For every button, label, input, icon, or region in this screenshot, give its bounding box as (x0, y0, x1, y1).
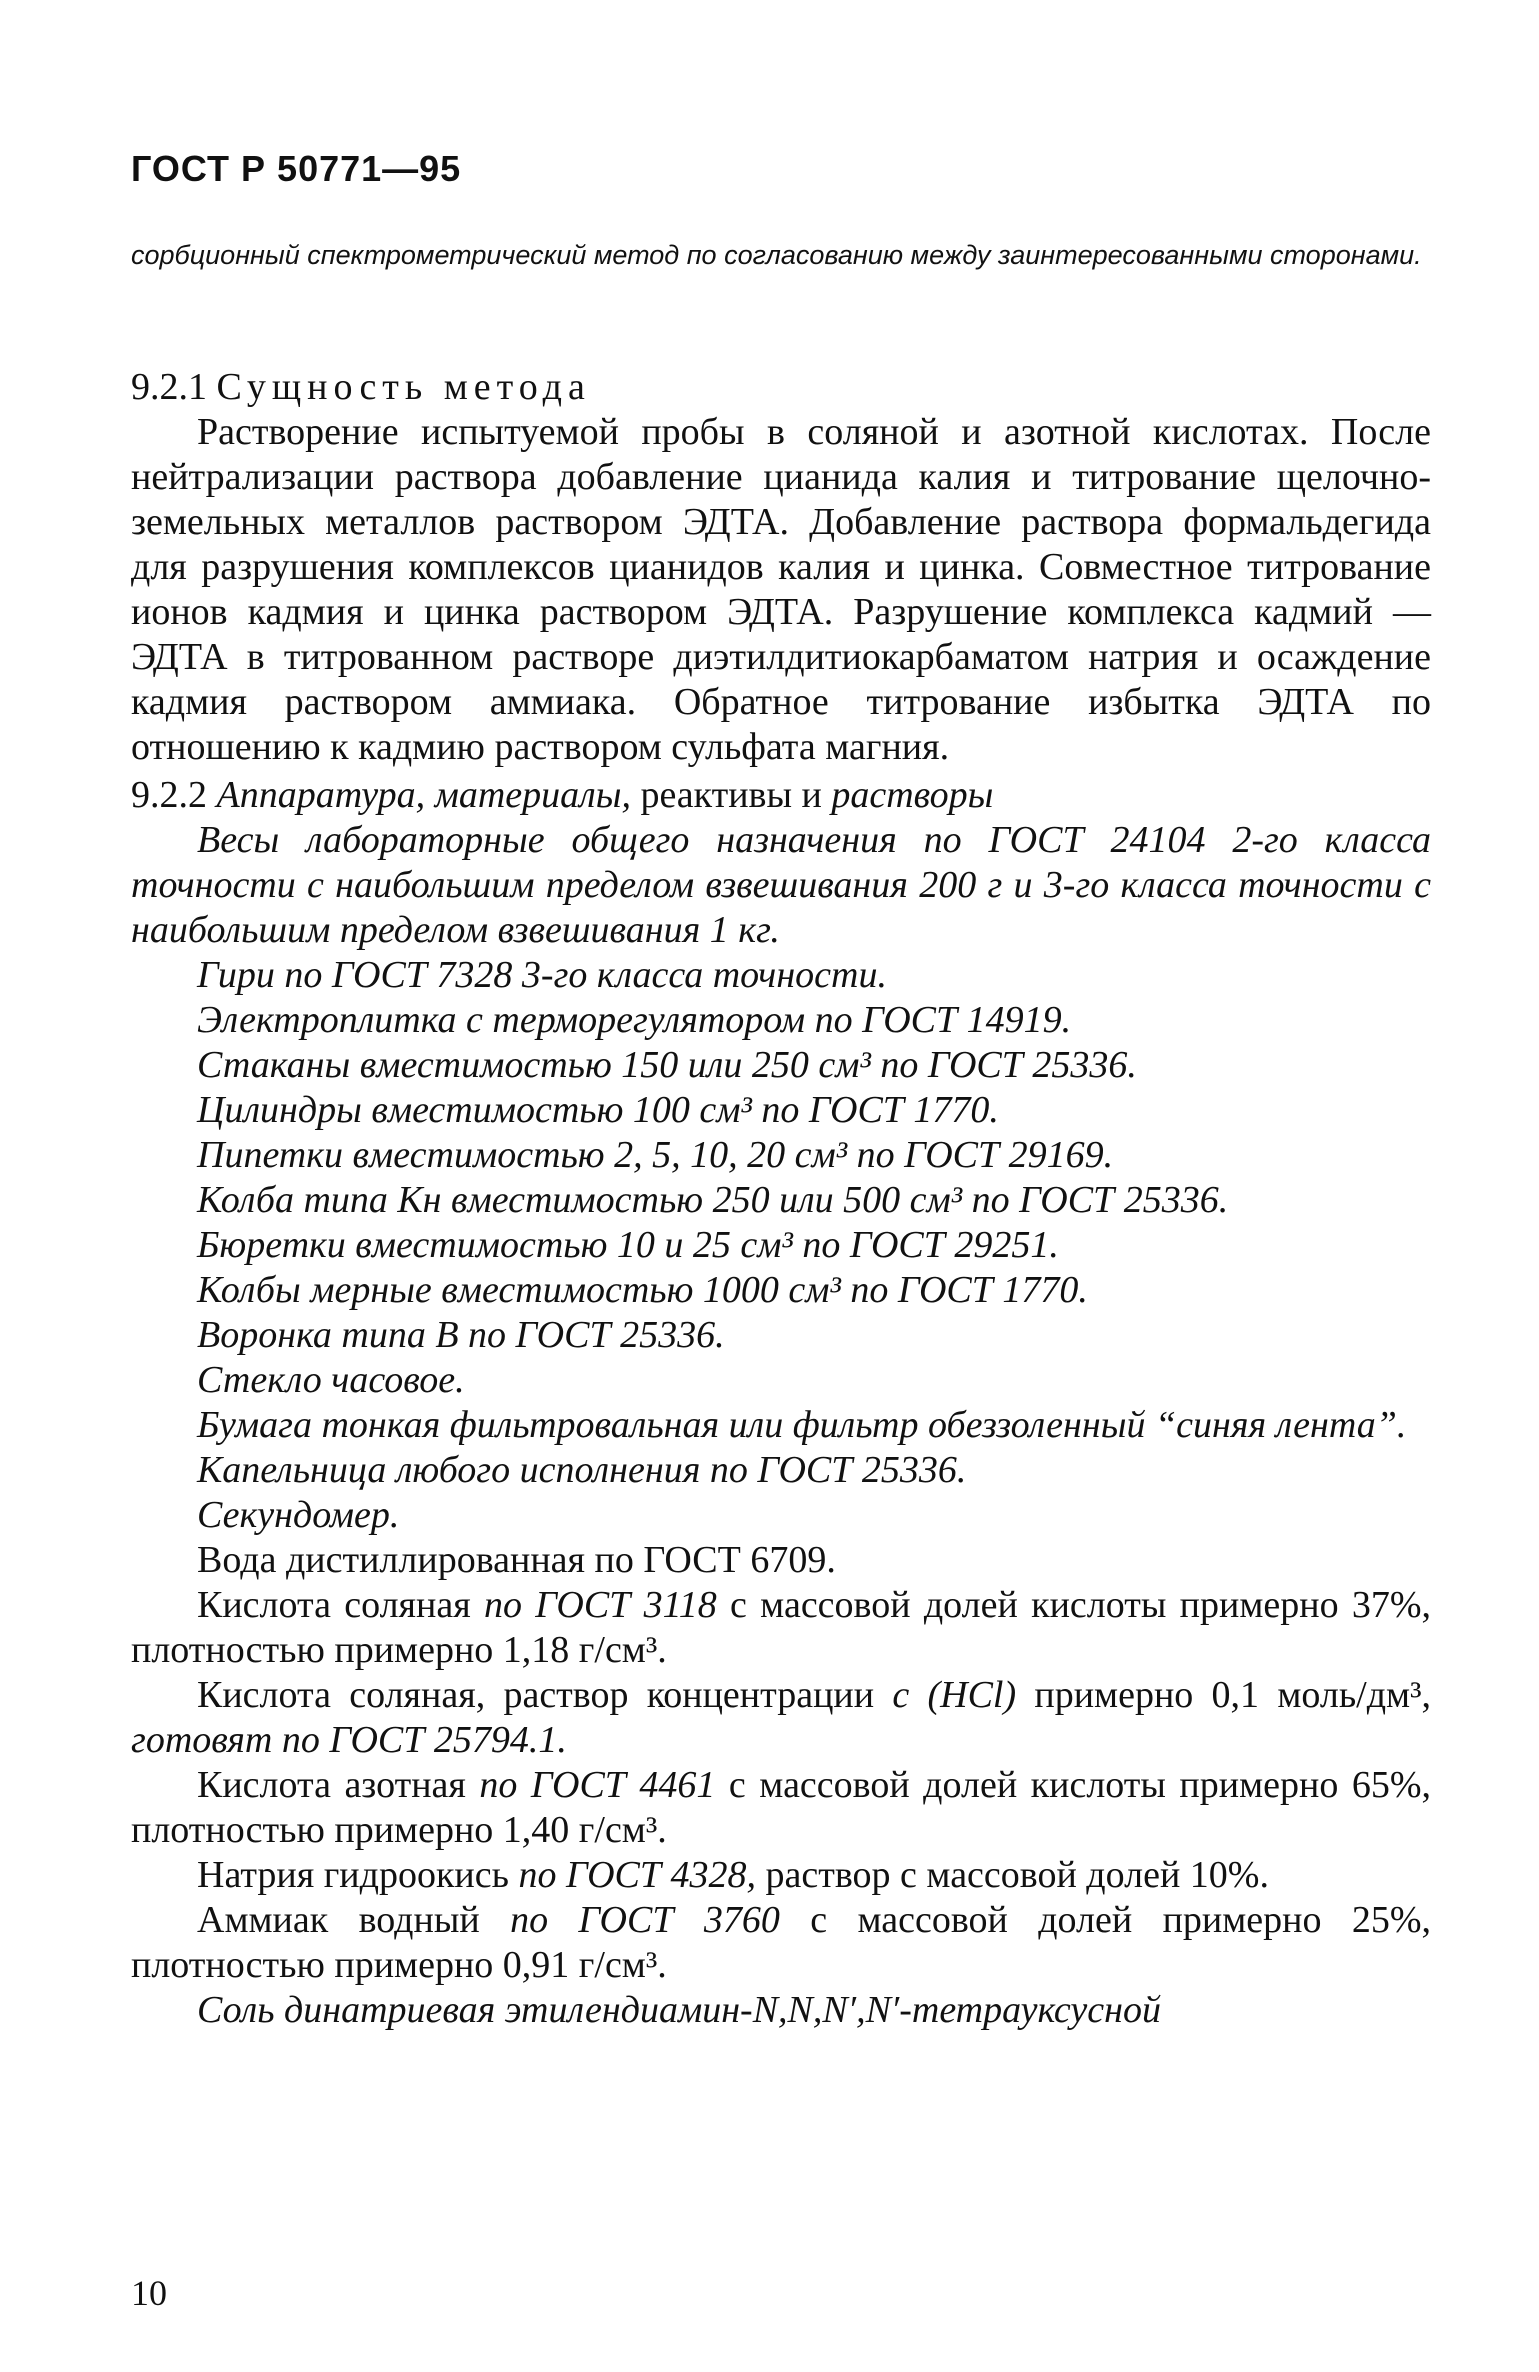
reagent-hcl (131, 1583, 1431, 1673)
reagent-edta-salt: Соль динатриевая этилендиамин-N,N,N′,N′-тетрауксусной (197, 1989, 1162, 2031)
list-item: Бюретки вместимостью 10 и 25 см³ по ГОСТ 29251. (197, 1224, 1059, 1266)
list-item: Гири по ГОСТ 7328 3-го класса точности. (197, 954, 887, 996)
text-run: примерно 0,1 моль/дм³, (1016, 1674, 1431, 1716)
list-item: Стаканы вместимостью 150 или 250 см³ по ГОСТ 25336. (197, 1044, 1137, 1086)
text-run: по ГОСТ 3760 (510, 1899, 780, 1941)
section-title: Сущность метода (216, 366, 591, 408)
reagent-water: Вода дистиллированная по ГОСТ 6709. (197, 1539, 836, 1581)
section-9-2-1-heading (131, 365, 1431, 410)
text-run: Кислота азотная (197, 1764, 480, 1806)
list-item: Секундомер. (197, 1494, 400, 1536)
section-title-part: Аппаратура, материалы, (216, 774, 631, 816)
text-run: готовят по ГОСТ 25794.1. (131, 1719, 567, 1761)
note-continuation: сорбционный спектрометрический метод по согласованию между заинтересованными сторонами. (131, 240, 1422, 270)
section-number: 9.2.2 (131, 774, 207, 816)
text-run: Натрия гидроокись (197, 1854, 519, 1896)
text-run: по ГОСТ 3118 (483, 1584, 717, 1626)
document-body (131, 365, 1431, 2033)
section-title-part: реактивы и (630, 774, 832, 816)
text-run: по ГОСТ 4461 (479, 1764, 716, 1806)
list-item: Бумага тонкая фильтровальная или фильтр обеззоленный “синяя лента”. (197, 1404, 1407, 1446)
section-number: 9.2.1 (131, 366, 207, 408)
section-9-2-1-text: Растворение испытуемой пробы в соляной и азотной кислотах. После нейтрализации раствора добавление цианида калия и титрование щелочно-земельных металлов раствором ЭДТА. Добавление раствора формальдегида для разрушения комплексов цианидов калия и цинка. Совместное титрование ионов кадмия и цинка раствором ЭДТА. Разрушение комплекса кадмий — ЭДТА в титрованном растворе диэтилдитиокарбаматом натрия и осаждение кадмия раствором аммиака. Обратное титрование избытка ЭДТА по отношению к кадмию раствором сульфата магния. (131, 411, 1431, 768)
text-run: с (HCl) (892, 1674, 1017, 1716)
list-item: Цилиндры вместимостью 100 см³ по ГОСТ 1770. (197, 1089, 999, 1131)
list-item: Пипетки вместимостью 2, 5, 10, 20 см³ по ГОСТ 29169. (197, 1134, 1114, 1176)
section-title-part: растворы (831, 774, 994, 816)
page-number: 10 (131, 2273, 167, 2313)
list-item: Электроплитка с терморегулятором по ГОСТ 14919. (197, 999, 1072, 1041)
list-item: Колба типа Кн вместимостью 250 или 500 см³ по ГОСТ 25336. (197, 1179, 1229, 1221)
text-run: с массовой долей примерно 25%, плотностью примерно 0,91 г/см³. (131, 1899, 1432, 1986)
section-9-2-2-heading (131, 773, 1431, 818)
list-item: Капельница любого исполнения по ГОСТ 25336. (197, 1449, 967, 1491)
document-header: ГОСТ Р 50771—95 (131, 148, 462, 189)
list-item: Весы лабораторные общего назначения по ГОСТ 24104 2-го класса точности с наибольшим пределом взвешивания 200 г и 3-го класса точности с наибольшим пределом взвешивания 1 кг. (131, 819, 1431, 951)
text-run: раствор с массовой долей 10%. (756, 1854, 1269, 1896)
text-run: с массовой долей кислоты примерно 65%, плотностью примерно 1,40 г/см³. (131, 1764, 1432, 1851)
list-item: Воронка типа В по ГОСТ 25336. (197, 1314, 725, 1356)
text-run: по ГОСТ 4328, (518, 1854, 757, 1896)
text-run: Кислота соляная, раствор концентрации (197, 1674, 893, 1716)
reagent-ammonia (131, 1898, 1431, 1988)
reagent-hno3 (131, 1763, 1431, 1853)
reagent-hcl-solution (131, 1673, 1431, 1763)
reagent-naoh (131, 1853, 1431, 1898)
text-run: с массовой долей кислоты примерно 37%, плотностью примерно 1,18 г/см³. (131, 1584, 1431, 1671)
list-item: Стекло часовое. (197, 1359, 465, 1401)
text-run: Кислота соляная (197, 1584, 484, 1626)
text-run: Аммиак водный (197, 1899, 511, 1941)
list-item: Колбы мерные вместимостью 1000 см³ по ГОСТ 1770. (197, 1269, 1088, 1311)
